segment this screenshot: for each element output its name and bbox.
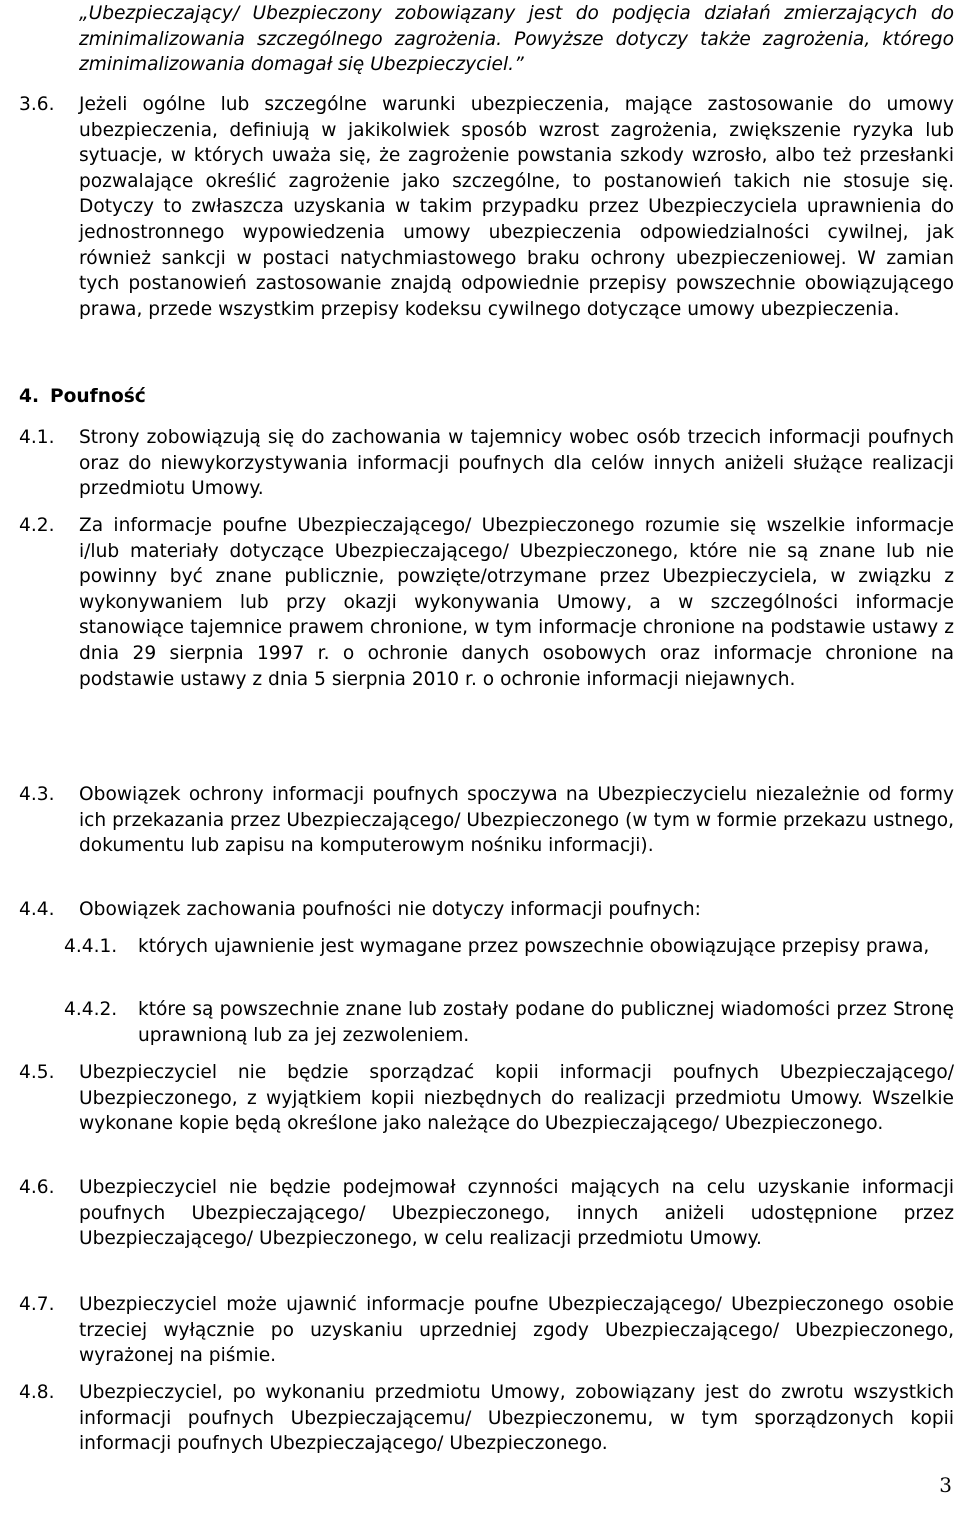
clause-4-4 [19,897,954,923]
clause-4-3 [19,782,954,859]
clause-text: Obowiązek zachowania poufności nie dotyczy informacji poufnych: [79,899,701,920]
clause-text: Za informacje poufne Ubezpieczającego/ Ubezpieczonego rozumie się wszelkie informacje i/lub materiały dotyczące Ubezpieczającego/ Ubezpieczonego, które nie są znane lub nie powinny być znane publicznie, powzięte/otrzymane przez Ubezpieczyciela, w związku z wykonywaniem lub przy okazji wykonywania Umowy, a w szczególności informacje stanowiące tajemnice prawem chronione, w tym informacje chronione na podstawie ustawy z dnia 29 sierpnia 1997 r. o ochronie danych osobowych oraz informacje chronione na podstawie ustawy z dnia 5 sierpnia 2010 r. o ochronie informacji niejawnych. [79,515,954,690]
clause-number: 4.6. [19,1177,55,1198]
clause-number: 4.7. [19,1294,55,1315]
clause-4-5 [19,1060,954,1137]
clause-number: 4.1. [19,427,55,448]
clause-number: 4.3. [19,784,55,805]
clause-4-7 [19,1292,954,1369]
clause-4-1 [19,425,954,502]
section-number: 4. [19,386,40,407]
clause-number: 4.5. [19,1062,55,1083]
clause-number: 4.8. [19,1382,55,1403]
clause-4-8 [19,1380,954,1457]
clause-4-4-1 [64,934,954,960]
clause-4-4-2 [64,997,954,1048]
clause-text: Ubezpieczyciel może ujawnić informacje poufne Ubezpieczającego/ Ubezpieczonego osobie trzeciej wyłącznie po uzyskaniu uprzedniej zgody Ubezpieczającego/ Ubezpieczonego, wyrażonej na piśmie. [79,1294,954,1367]
section-heading [19,384,146,410]
clause-text: które są powszechnie znane lub zostały podane do publicznej wiadomości przez Stronę uprawnioną lub za jej zezwoleniem. [138,999,954,1046]
carry-over-quote: „Ubezpieczający/ Ubezpieczony zobowiązany jest do podjęcia działań zmierzających do zminimalizowania szczególnego zagrożenia. Powyższe dotyczy także zagrożenia, którego zminimalizowania domagał się Ubezpieczyciel.” [79,3,954,76]
clause-4-2 [19,513,954,692]
clause-text: których ujawnienie jest wymagane przez powszechnie obowiązujące przepisy prawa, [138,936,930,957]
clause-number: 3.6. [19,94,55,115]
clause-3-6 [19,92,954,322]
page-number: 3 [939,1473,952,1497]
section-title: Poufność [50,386,146,407]
clause-4-6 [19,1175,954,1252]
clause-text: Ubezpieczyciel, po wykonaniu przedmiotu Umowy, zobowiązany jest do zwrotu wszystkich informacji poufnych Ubezpieczającemu/ Ubezpieczonemu, w tym sporządzonych kopii informacji poufnych Ubezpieczającego/ Ubezpieczonego. [79,1382,954,1455]
clause-text: Obowiązek ochrony informacji poufnych spoczywa na Ubezpieczycielu niezależnie od formy ich przekazania przez Ubezpieczającego/ Ubezpieczonego (w tym w formie przekazu ustnego, dokumentu lub zapisu na komputerowym nośniku informacji). [79,784,954,857]
clause-number: 4.2. [19,515,55,536]
clause-text: Ubezpieczyciel nie będzie podejmował czynności mających na celu uzyskanie informacji poufnych Ubezpieczającego/ Ubezpieczonego, innych aniżeli udostępnione przez Ubezpieczającego/ Ubezpieczonego, w celu realizacji przedmiotu Umowy. [79,1177,954,1250]
clause-number: 4.4. [19,899,55,920]
clause-text: Strony zobowiązują się do zachowania w tajemnicy wobec osób trzecich informacji poufnych oraz do niewykorzystywania informacji poufnych dla celów innych aniżeli służące realizacji przedmiotu Umowy. [79,427,954,500]
clause-text: Ubezpieczyciel nie będzie sporządzać kopii informacji poufnych Ubezpieczającego/ Ubezpieczonego, z wyjątkiem kopii niezbędnych do realizacji przedmiotu Umowy. Wszelkie wykonane kopie będą określone jako należące do Ubezpieczającego/ Ubezpieczonego. [79,1062,954,1135]
clause-text: Jeżeli ogólne lub szczególne warunki ubezpieczenia, mające zastosowanie do umowy ubezpieczenia, definiują w jakikolwiek sposób wzrost zagrożenia, zwiększenie ryzyka lub sytuacje, w których uważa się, że zagrożenie powstania szkody wzrosło, albo też przesłanki pozwalające określić zagrożenie jako szczególne, to postanowień takich nie stosuje się. Dotyczy to zwłaszcza uzyskania w takim przypadku przez Ubezpieczyciela uprawnienia do jednostronnego wypowiedzenia umowy ubezpieczenia odpowiedzialności cywilnej, jak również sankcji w postaci natychmiastowego braku ochrony ubezpieczeniowej. W zamian tych postanowień zastosowanie znajdą odpowiednie przepisy powszechnie obowiązującego prawa, przede wszystkim przepisy kodeksu cywilnego dotyczące umowy ubezpieczenia. [79,94,954,320]
clause-number: 4.4.1. [64,936,118,957]
clause-number: 4.4.2. [64,999,118,1020]
